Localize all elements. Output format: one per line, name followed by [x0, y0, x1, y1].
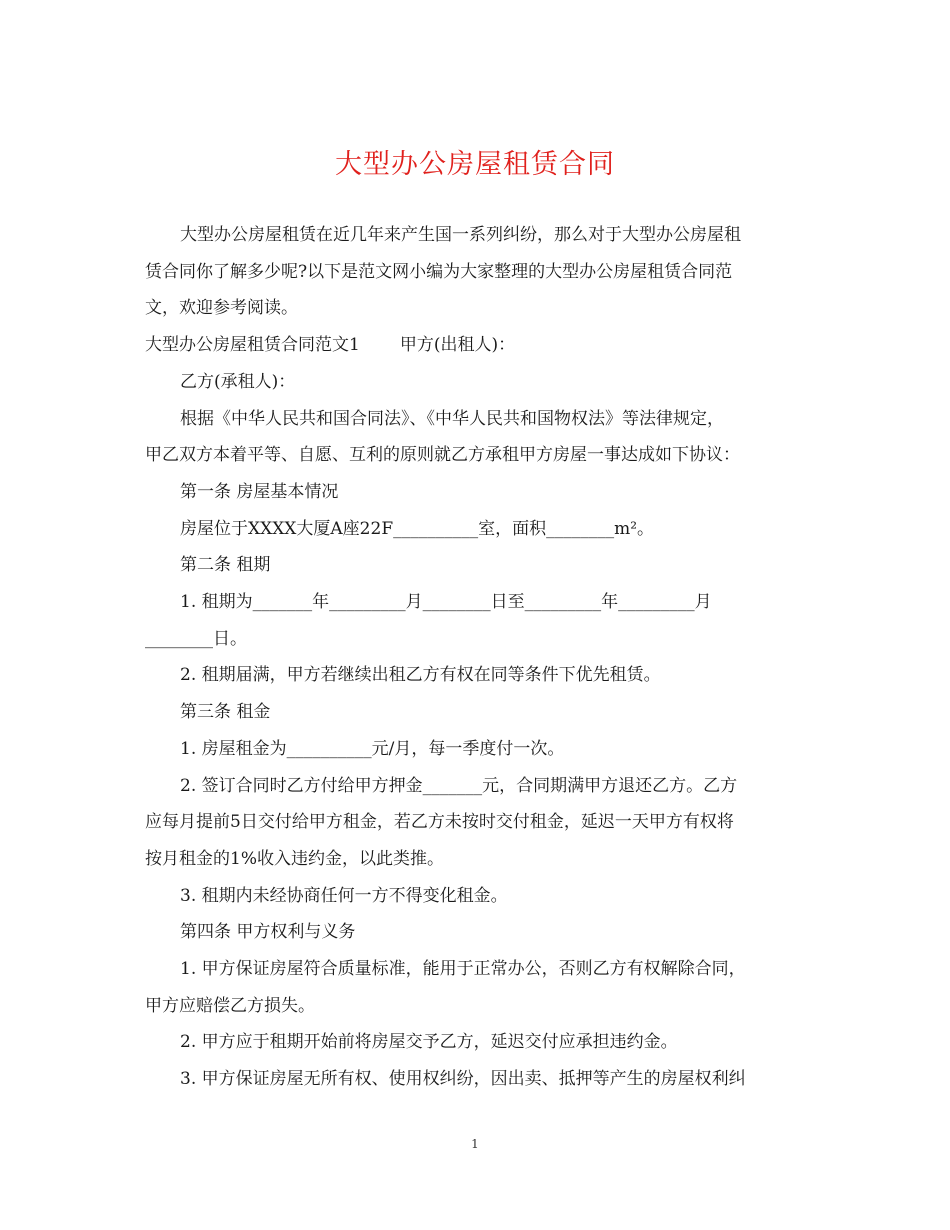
document-title: 大型办公房屋租赁合同 — [335, 149, 615, 180]
article-1-heading: 第一条 房屋基本情况 — [180, 481, 339, 502]
document-body — [145, 217, 807, 1098]
article-3-item-2-line-1: 2. 签订合同时乙方付给甲方押金_______元，合同期满甲方退还乙方。乙方 — [180, 775, 738, 796]
intro-line-1: 大型办公房屋租赁在近几年来产生国一系列纠纷，那么对于大型办公房屋租 — [180, 225, 741, 245]
article-3-item-2-line-2: 应每月提前5日交付给甲方租金，若乙方未按时交付租金，延迟一天甲方有权将 — [145, 812, 734, 833]
article-3-heading: 第三条 租金 — [180, 702, 271, 723]
sample-heading: 大型办公房屋租赁合同范文1 — [145, 335, 360, 356]
article-2-item-1-line-2: ________日。 — [145, 628, 247, 649]
article-4-item-1-line-1: 1. 甲方保证房屋符合质量标准，能用于正常办公，否则乙方有权解除合同， — [180, 959, 746, 980]
article-2-item-2: 2. 租期届满，甲方若继续出租乙方有权在同等条件下优先租赁。 — [180, 665, 661, 686]
article-3-item-2-line-3: 按月租金的1%收入违约金，以此类推。 — [145, 848, 444, 869]
intro-line-2: 赁合同你了解多少呢?以下是范文网小编为大家整理的大型办公房屋租赁合同范 — [145, 261, 733, 282]
article-4-item-1-line-2: 甲方应赔偿乙方损失。 — [145, 995, 315, 1016]
article-3-item-3: 3. 租期内未经协商任何一方不得变化租金。 — [180, 885, 508, 906]
sample-heading-line — [145, 327, 807, 364]
article-2-item-1-line-1: 1. 租期为_______年_________月________日至_________年_________月 — [180, 592, 712, 613]
intro-line-3: 文，欢迎参考阅读。 — [145, 298, 298, 319]
article-3-item-1: 1. 房屋租金为__________元/月，每一季度付一次。 — [180, 738, 565, 759]
article-2-heading: 第二条 租期 — [180, 555, 271, 576]
article-4-item-3: 3. 甲方保证房屋无所有权、使用权纠纷，因出卖、抵押等产生的房屋权利纠 — [180, 1069, 746, 1090]
basis-line-2: 甲乙双方本着平等、自愿、互利的原则就乙方承租甲方房屋一事达成如下协议： — [145, 445, 740, 466]
party-b-label: 乙方(承租人)： — [180, 371, 296, 392]
article-4-item-2: 2. 甲方应于租期开始前将房屋交予乙方，延迟交付应承担违约金。 — [180, 1032, 678, 1053]
basis-line-1: 根据《中华人民共和国合同法》、《中华人民共和国物权法》等法律规定， — [180, 408, 724, 429]
page-number: 1 — [471, 1137, 479, 1151]
article-4-heading: 第四条 甲方权利与义务 — [180, 922, 356, 943]
party-a-label: 甲方(出租人)： — [399, 335, 516, 356]
article-1-text: 房屋位于XXXX大厦A座22F__________室，面积________m²。 — [180, 518, 655, 539]
